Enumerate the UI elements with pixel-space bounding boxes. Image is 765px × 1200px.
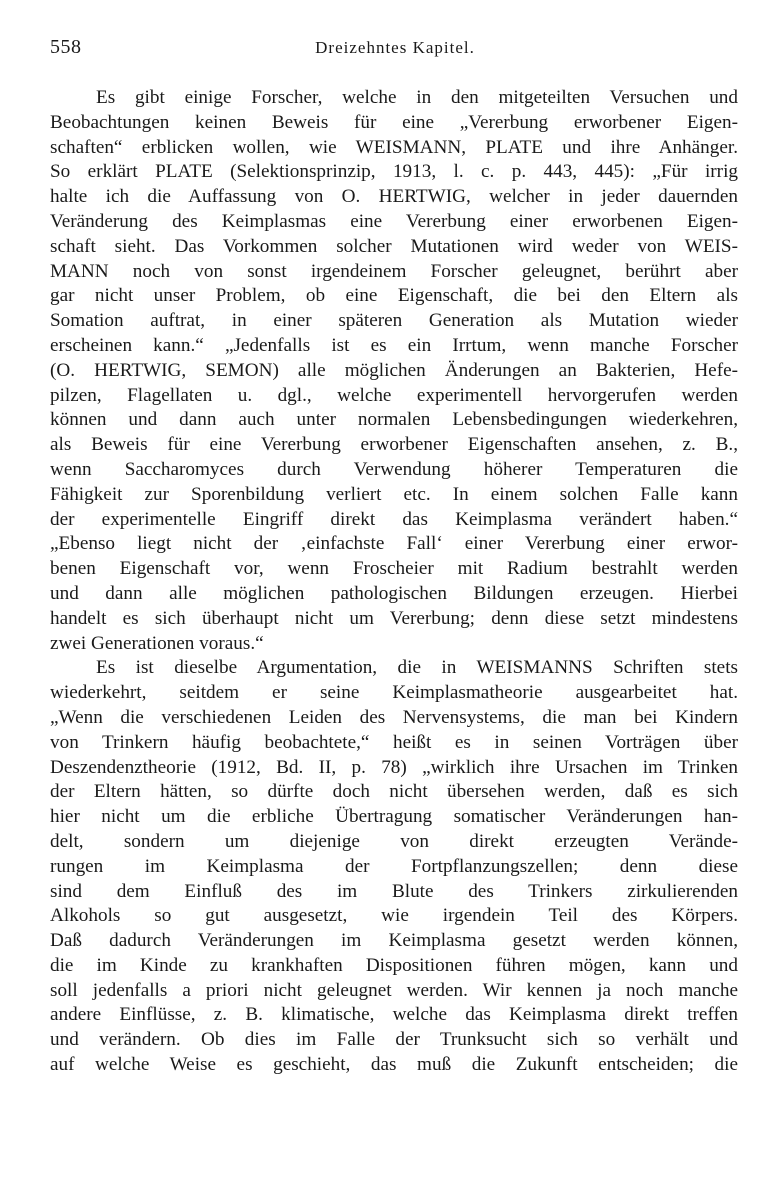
text-line: andere Einflüsse, z. B. klimatische, welche das Keimplasma direkt treffen bbox=[50, 1004, 738, 1026]
text-line: soll jedenfalls a priori nicht geleugnet werden. Wir kennen ja noch manche bbox=[50, 979, 738, 1001]
text-line: Es gibt einige Forscher, welche in den mitgeteilten Versuchen und bbox=[96, 87, 738, 108]
page-header bbox=[50, 36, 740, 60]
text-line: können und dann auch unter normalen Lebensbedingungen wiederkehren, bbox=[50, 409, 738, 431]
text-line: hier nicht um die erbliche Übertragung somatischer Veränderungen han- bbox=[50, 806, 738, 828]
text-line: der Eltern hätten, so dürfte doch nicht übersehen werden, daß es sich bbox=[50, 781, 738, 803]
paragraph bbox=[50, 656, 738, 1078]
text-line: wenn Saccharomyces durch Verwendung höherer Temperaturen die bbox=[50, 458, 738, 480]
text-line: delt, sondern um diejenige von direkt erzeugten Verände- bbox=[50, 830, 738, 852]
text-line: benen Eigenschaft vor, wenn Froscheier mit Radium bestrahlt werden bbox=[50, 558, 738, 580]
text-line: „Ebenso liegt nicht der ‚einfachste Fall‘ einer Vererbung einer erwor- bbox=[50, 533, 738, 555]
text-line: die im Kinde zu krankhaften Dispositionen führen mögen, kann und bbox=[50, 954, 738, 976]
text-line: handelt es sich überhaupt nicht um Vererbung; denn diese setzt mindestens bbox=[50, 607, 738, 629]
text-line: Veränderung des Keimplasmas eine Vererbung einer erworbenen Eigen- bbox=[50, 210, 738, 232]
paragraph bbox=[50, 86, 738, 656]
text-line: (O. HERTWIG, SEMON) alle möglichen Änderungen an Bakterien, Hefe- bbox=[50, 359, 738, 381]
text-line: schaften“ erblicken wollen, wie WEISMANN, PLATE und ihre Anhänger. bbox=[50, 136, 738, 158]
text-line: MANN noch von sonst irgendeinem Forscher geleugnet, berührt aber bbox=[50, 260, 738, 282]
text-line: von Trinkern häufig beobachtete,“ heißt es in seinen Vorträgen über bbox=[50, 731, 738, 753]
text-line: Fähigkeit zur Sporenbildung verliert etc. In einem solchen Falle kann bbox=[50, 483, 738, 505]
text-line: Daß dadurch Veränderungen im Keimplasma gesetzt werden können, bbox=[50, 930, 738, 952]
text-line: und verändern. Ob dies im Falle der Trunksucht sich so verhält und bbox=[50, 1029, 738, 1051]
text-line: auf welche Weise es geschieht, das muß die Zukunft entscheiden; die bbox=[50, 1054, 738, 1076]
text-line: Beobachtungen keinen Beweis für eine „Vererbung erworbener Eigen- bbox=[50, 111, 738, 133]
text-line: sind dem Einfluß des im Blute des Trinkers zirkulierenden bbox=[50, 880, 738, 902]
page-number: 558 bbox=[50, 36, 82, 58]
text-line: wiederkehrt, seitdem er seine Keimplasmatheorie ausgearbeitet hat. bbox=[50, 682, 738, 704]
text-line: und dann alle möglichen pathologischen Bildungen erzeugen. Hierbei bbox=[50, 582, 738, 604]
text-line: schaft sieht. Das Vorkommen solcher Mutationen wird weder von WEIS- bbox=[50, 235, 738, 257]
text-line: pilzen, Flagellaten u. dgl., welche experimentell hervorgerufen werden bbox=[50, 384, 738, 406]
text-line: gar nicht unser Problem, ob eine Eigenschaft, die bei den Eltern als bbox=[50, 285, 738, 307]
text-line: So erklärt PLATE (Selektionsprinzip, 1913, l. c. p. 443, 445): „Für irrig bbox=[50, 161, 738, 183]
text-line: als Beweis für eine Vererbung erworbener Eigenschaften ansehen, z. B., bbox=[50, 434, 738, 456]
text-line: der experimentelle Eingriff direkt das Keimplasma verändert haben.“ bbox=[50, 508, 738, 530]
running-head: Dreizehntes Kapitel. bbox=[315, 38, 475, 57]
text-line: erscheinen kann.“ „Jedenfalls ist es ein Irrtum, wenn manche Forscher bbox=[50, 334, 738, 356]
text-line: Deszendenztheorie (1912, Bd. II, p. 78) „wirklich ihre Ursachen im Trinken bbox=[50, 756, 738, 778]
text-line: Alkohols so gut ausgesetzt, wie irgendein Teil des Körpers. bbox=[50, 905, 738, 927]
text-line: „Wenn die verschiedenen Leiden des Nervensystems, die man bei Kindern bbox=[50, 706, 738, 728]
text-line: rungen im Keimplasma der Fortpflanzungszellen; denn diese bbox=[50, 855, 738, 877]
text-line: Es ist dieselbe Argumentation, die in WEISMANNS Schriften stets bbox=[96, 657, 738, 679]
text-line: halte ich die Auffassung von O. HERTWIG, welcher in jeder dauernden bbox=[50, 186, 738, 208]
text-line: Somation auftrat, in einer späteren Generation als Mutation wieder bbox=[50, 310, 738, 332]
body-text bbox=[50, 86, 738, 1078]
text-line: zwei Generationen voraus.“ bbox=[50, 632, 264, 654]
